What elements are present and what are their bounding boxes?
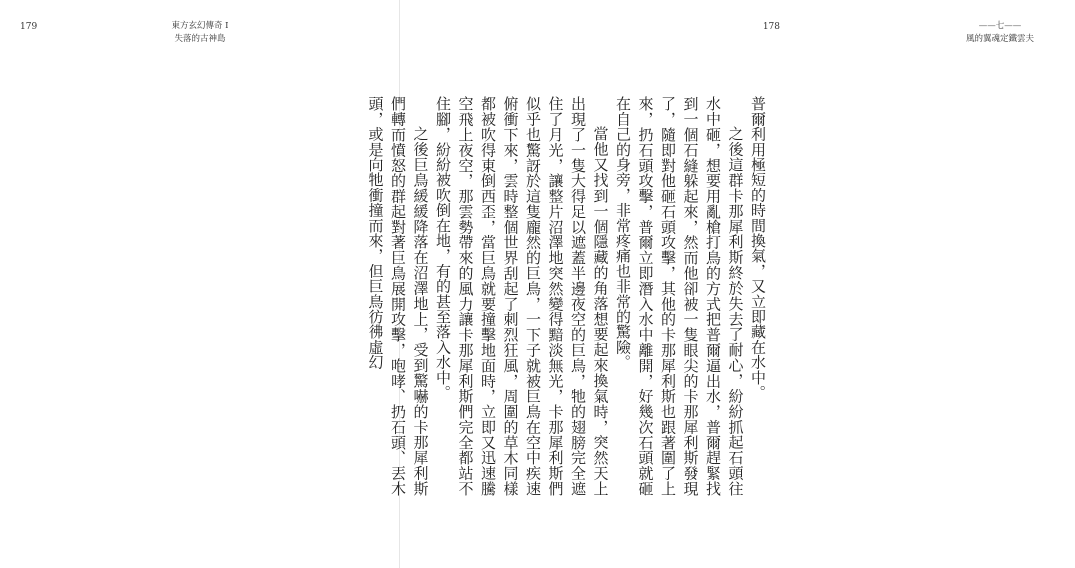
running-header-right [925,20,1075,46]
chapter-number-label: 七 [995,21,1005,31]
book-subtitle: 失落的古神島 [174,34,226,44]
paragraph: 之後巨鳥緩緩降落在沼澤地上，受到驚嚇的卡那犀利斯們轉而憤怒的群起對著巨鳥展開攻擊，咆哮、扔石頭、丟木頭，或是向牠衝撞而來，但巨鳥彷彿虛幻 [366,96,430,496]
paragraph: 普爾利用極短的時間換氣，又立即藏在水中。 [749,96,767,400]
page-number-right: 178 [762,22,780,32]
paragraph: 當他又找到一個隱藏的角落想要起來換氣時，突然天上出現了一隻大得足以遮蓋半邊夜空的巨鳥，牠的翅膀完全遮住了月光，讓整片沼澤地突然變得黯淡無光，卡那犀利斯們似乎也驚訝於這隻龐然的巨鳥，一下子就被巨鳥在空中疾速俯衝下來，雲時整個世界刮起了刺烈狂風，周圍的草木同樣都被吹得東倒西歪，當巨鳥就要撞擊地面時，立即又迅速騰空飛上夜空，那雲勢帶來的風力讓卡那犀利斯們完全都站不住腳，紛紛被吹倒在地，有的甚至落入水中。 [434,96,610,496]
chapter-number: ——七—— [978,21,1022,31]
running-header-left [130,20,270,46]
book-title: 東方玄幻傳奇 I [171,21,229,31]
body-text-right [366,96,769,496]
chapter-title: 風的翼魂定鐵雲夫 [965,34,1034,44]
right-page [366,0,1034,568]
left-page [0,0,400,568]
paragraph: 之後這群卡那犀利斯終於失去了耐心，紛紛抓起石頭往水中砸，想要用亂槍打鳥的方式把普爾逼出水，普爾趕緊找到一個石縫躲起來，然而他卻被一隻眼尖的卡那犀利斯發現了，隨即對他砸石頭攻擊，其他的卡那犀利斯也跟著圍了上來，扔石頭攻擊，普爾立即潛入水中離開，好幾次石頭就砸在自己的身旁，非常疼痛也非常的驚險。 [614,96,745,496]
page-number-left: 179 [20,22,38,32]
